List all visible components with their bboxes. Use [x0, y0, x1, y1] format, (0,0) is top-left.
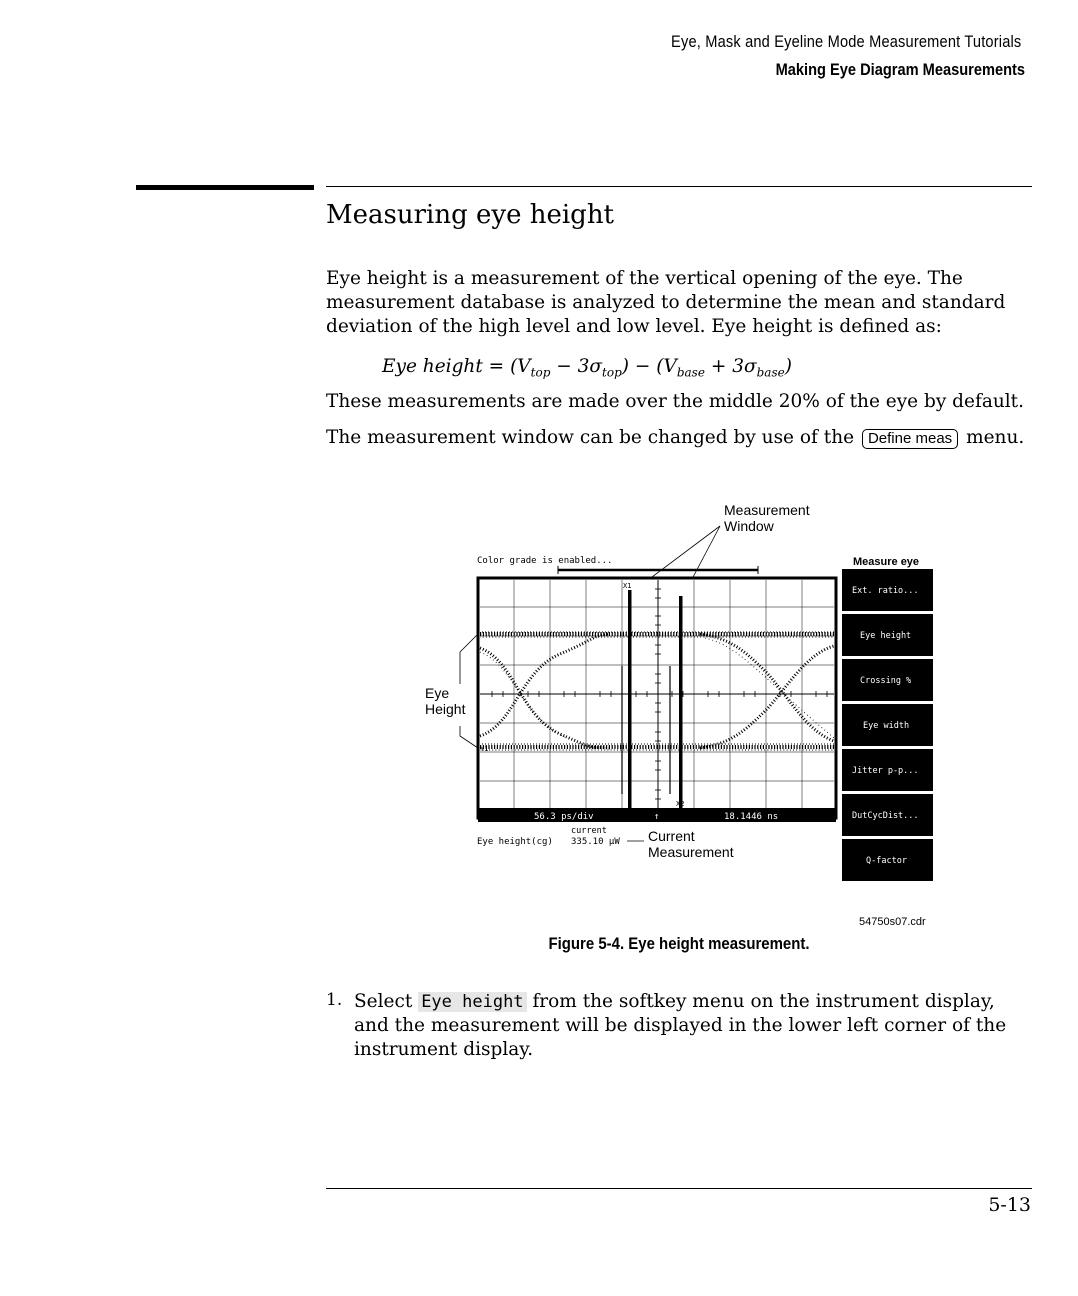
- softkey-menu: [842, 569, 933, 881]
- readout-current-label: current: [571, 826, 607, 836]
- callout-window-line2: Window: [724, 518, 774, 534]
- equation-part: −: [629, 356, 657, 377]
- equation-equals: =: [488, 356, 505, 377]
- running-header-chapter: Eye, Mask and Eyeline Mode Measurement Tutorials: [670, 32, 1021, 51]
- section-title: Measuring eye height: [326, 200, 615, 230]
- window-change-text: [326, 427, 1024, 449]
- graticule-frame: [478, 578, 836, 818]
- softkey-label: Jitter p-p...: [852, 766, 919, 776]
- eye-height-equation: [382, 356, 792, 380]
- equation-part: ): [621, 356, 629, 377]
- softkey-label: DutCycDist...: [852, 811, 919, 821]
- marker-y1-label: Y1: [480, 745, 489, 753]
- eye-height-figure: [420, 496, 950, 936]
- softkey-label: Ext. ratio...: [852, 586, 919, 596]
- window-marker-left: [628, 590, 632, 812]
- section-rule-thin: [326, 186, 1032, 187]
- section-rule-thick: [136, 185, 314, 190]
- trigger-arrow: ↑: [654, 812, 660, 822]
- page-number: 5-13: [988, 1194, 1031, 1216]
- window-change-before: The measurement window can be changed by use of the: [326, 427, 855, 448]
- equation-sub: base: [676, 365, 705, 380]
- figure-svg: [420, 496, 950, 936]
- softkey-menu-title: Measure eye: [853, 556, 920, 568]
- softkey-label: Eye height: [860, 631, 912, 641]
- callout-current-line2: Measurement: [648, 844, 734, 860]
- callout-eye-line2: Height: [425, 701, 466, 717]
- callout-bracket: [460, 634, 478, 684]
- callout-current-line1: Current: [648, 828, 695, 844]
- marker-x1-label: X1: [623, 582, 632, 590]
- callout-eye-line1: Eye: [425, 685, 450, 701]
- step-before: Select: [354, 991, 413, 1012]
- step-after: from the softkey menu on the instrument display, and the measurement will be displayed in the lower left corner of the instrument display.: [354, 991, 1007, 1060]
- window-marker-right: [679, 596, 683, 814]
- running-header-section: Making Eye Diagram Measurements: [775, 60, 1025, 79]
- step-text: [354, 990, 1014, 1062]
- intro-paragraph: Eye height is a measurement of the vertical opening of the eye. The measurement database is analyzed to determine the mean and standard deviation of the high level and low level. Eye height is defined as:: [326, 268, 1006, 337]
- callout-window-line1: Measurement: [724, 502, 810, 518]
- marker-x2-label: X2: [676, 800, 685, 808]
- softkey-label: Eye width: [863, 721, 910, 731]
- equation-lhs: Eye height: [382, 356, 483, 377]
- equation-sub: top: [602, 365, 622, 380]
- readout-label: Eye height(cg): [477, 837, 553, 847]
- figure-caption: Figure 5-4. Eye height measurement.: [548, 934, 810, 953]
- figure-file-name: 54750s07.cdr: [859, 916, 926, 928]
- footer-rule: [326, 1188, 1032, 1189]
- softkey-label: Crossing %: [860, 676, 912, 686]
- default-window-text: These measurements are made over the middle 20% of the eye by default.: [326, 391, 1024, 412]
- equation-sub: top: [530, 365, 551, 380]
- timebase-readout: 56.3 ps/div: [534, 812, 594, 822]
- step-number: 1.: [326, 990, 343, 1010]
- define-meas-key: Define meas: [862, 429, 958, 449]
- equation-sub: base: [756, 365, 785, 380]
- equation-part: (V: [656, 356, 677, 377]
- equation-part: (V: [510, 356, 531, 377]
- eye-height-softkey-ref: Eye height: [418, 992, 526, 1012]
- softkey-label: Q-factor: [866, 856, 907, 866]
- readout-value: 335.10 µW: [571, 837, 620, 847]
- window-change-after: menu.: [966, 427, 1025, 448]
- delay-readout: 18.1446 ns: [724, 812, 779, 822]
- equation-part: + 3σ: [704, 356, 757, 377]
- callout-bracket: [460, 726, 478, 748]
- equation-part: − 3σ: [550, 356, 603, 377]
- screen-banner: Color grade is enabled...: [477, 556, 613, 566]
- equation-part: ): [784, 356, 792, 377]
